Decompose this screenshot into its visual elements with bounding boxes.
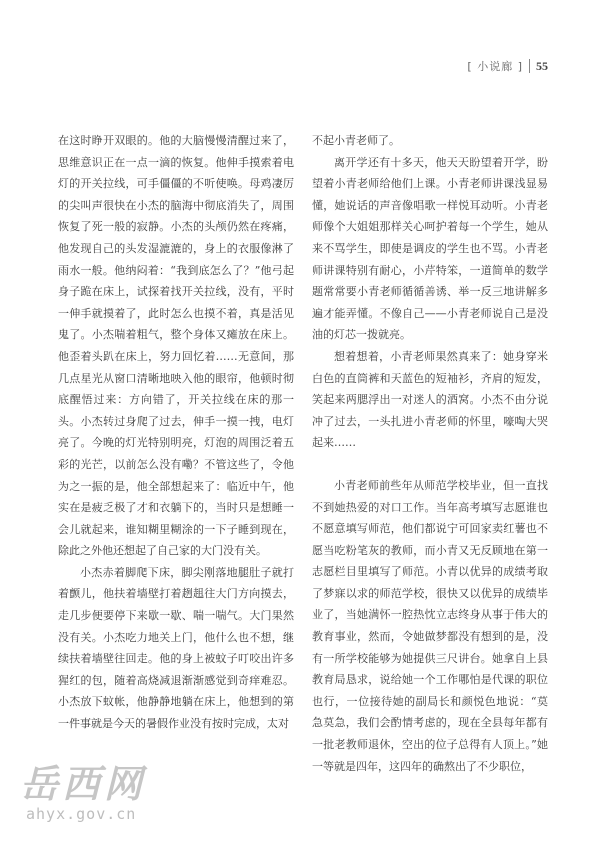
paragraph: 想着想着，小青老师果然真来了：她身穿米白色的直筒裤和天蓝色的短袖衫，齐肩的短发，笑起来两腮浮出一对迷人的酒窝。小杰不由分说冲了过去，一头扎进小青老师的怀里，嚎啕大哭起来…… [312,349,548,450]
page-header [467,58,548,74]
left-text-column [58,130,294,735]
page-number: 55 [536,58,548,73]
paragraph: 小杰赤着脚爬下床，脚尖刚落地腿肚子就打着颤儿，他扶着墙壁打着趔趄往大门方向摸去，走几步便要停下来歇一歇、喘一喘气。大门果然没有关。小杰吃力地关上门，他什么也不想，继续扶着墙壁往回走。他的身上被蚊子叮咬出许多猩红的包，随着高烧减退渐渐感觉到奇痒难忍。小杰放下蚊帐，他静静地躺在床上，他想到的第一件事就是今天的暑假作业没有按时完成，太对 [58,565,294,731]
paragraph: 离开学还有十多天，他天天盼望着开学，盼望着小青老师给他们上课。小青老师讲课浅显易懂，她说话的声音像唱歌一样悦耳动听。小青老师像个大姐姐那样关心呵护着每一个学生，她从来不骂学生，即使是调皮的学生也不骂。小青老师讲课特别有耐心，小芹特笨，一道简单的数学题常常要小青老师循循善诱、举一反三地讲解多遍才能弄懂。不像自己——小青老师说自己是没油的灯芯一拨就亮。 [312,155,548,342]
section-label: [ 小说廊 ] [467,60,523,73]
paragraph-gap [312,454,548,475]
paragraph: 在这时睁开双眼的。他的大脑慢慢清醒过来了，思维意识正在一点一滴的恢复。他伸手摸索着电灯的开关拉线，可手僵僵的不听使唤。母鸡凄厉的尖叫声很快在小杰的脑海中彻底消失了，周围恢复了死一般的寂静。小杰的头颅仍然在疼痛，他发现自己的头发湿漉漉的，身上的衣服像淋了雨水一般。他纳闷着：“我到底怎么了？”他弓起身子跪在床上，试探着找开关拉线，没有，平时一伸手就摸着了，此时怎么也摸不着，真是活见鬼了。小杰喘着粗气，整个身体又瘫放在床上。他歪着头趴在床上，努力回忆着……无意间，那几点星光从窗口清晰地映入他的眼帘，他顿时彻底醒悟过来：方向错了，开关拉线在床的那一头。小杰转过身爬了过去，伸手一摸一拽，电灯亮了。今晚的灯光特别明亮，灯泡的周围泛着五彩的光芒，以前怎么没有嘞？不管这些了，令他为之一振的是，他全部想起来了：临近中午，他实在是疲乏极了才和衣躺下的，当时只是想睡一会儿就起来，谁知糊里糊涂的一下子睡到现在，除此之外他还想起了自己家的大门没有关。 [58,134,294,558]
paragraph: 小青老师前些年从师范学校毕业，但一直找不到她热爱的对口工作。当年高考填写志愿谁也不愿意填写师范，他们都说宁可回家卖红薯也不愿当吃粉笔灰的教师，而小青又无反顾地在第一志愿栏目里填写了师范。小青以优异的成绩考取了梦寐以求的师范学校，很快又以优异的成绩毕业了，当她满怀一腔热忱立志终身从事于伟大的教育事业，然而，令她做梦都没有想到的是，没有一所学校能够为她提供三尺讲台。她拿自上县教育局恳求，说给她一个工作哪怕是代课的职位也行，一位接待她的副局长和颜悦色地说：“莫急莫急，我们会酌情考虑的，现在全县每年都有一批老教师退休，空出的位子总得有人顶上。”她一等就是四年，这四年的确熬出了不少职位， [312,478,548,773]
header-divider [529,59,530,73]
watermark-logo: 岳西网 [20,761,147,806]
paragraph: 不起小青老师了。 [312,134,400,147]
site-watermark [20,763,150,827]
watermark-url: ahyx.gov.cn [26,805,137,823]
right-text-column [312,130,548,777]
